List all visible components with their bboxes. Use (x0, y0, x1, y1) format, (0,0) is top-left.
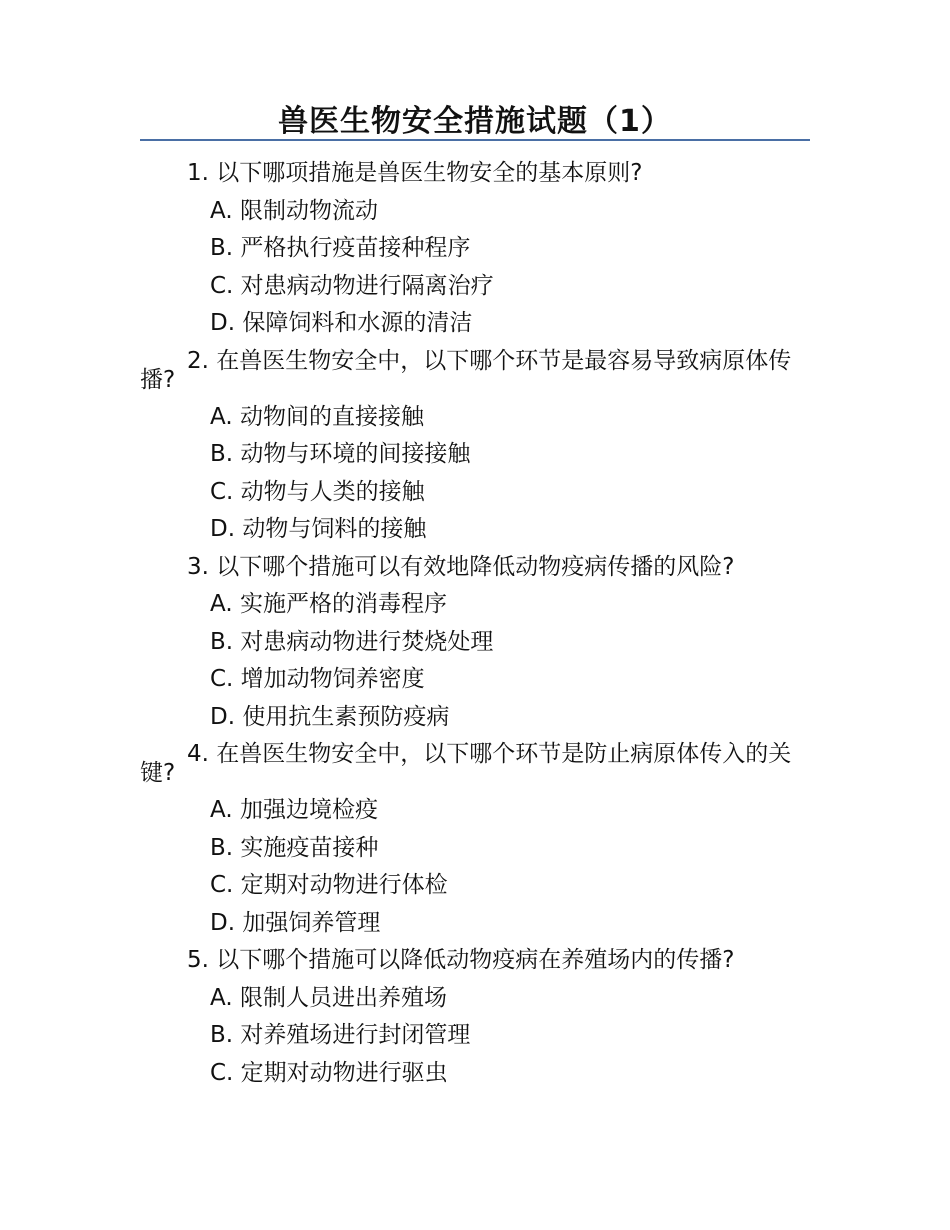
title-underline (140, 139, 810, 141)
question-3 (140, 549, 812, 737)
option-a: A. 实施严格的消毒程序 (210, 591, 447, 617)
question-text: 3. 以下哪个措施可以有效地降低动物疫病传播的风险? (187, 553, 735, 580)
question-4 (140, 736, 812, 942)
option-d: D. 使用抗生素预防疫病 (210, 703, 450, 730)
option-a: A. 动物间的直接接触 (210, 403, 424, 430)
option-a: A. 限制人员进出养殖场 (210, 984, 447, 1011)
question-5 (140, 942, 812, 1092)
question-1 (140, 155, 812, 343)
option-c: C. 对患病动物进行隔离治疗 (210, 272, 494, 299)
option-b: B. 对养殖场进行封闭管理 (210, 1022, 471, 1048)
question-text: 4. 在兽医生物安全中，以下哪个环节是防止病原体传入的关键? (140, 741, 792, 786)
question-text: 1. 以下哪项措施是兽医生物安全的基本原则? (187, 160, 643, 186)
option-a: A. 限制动物流动 (210, 197, 378, 224)
option-c: C. 定期对动物进行体检 (210, 872, 448, 898)
option-c: C. 定期对动物进行驱虫 (210, 1059, 448, 1086)
option-d: D. 加强饲养管理 (210, 909, 381, 936)
option-b: B. 严格执行疫苗接种程序 (210, 235, 471, 261)
option-c: C. 动物与人类的接触 (210, 478, 425, 505)
question-text: 2. 在兽医生物安全中，以下哪个环节是最容易导致病原体传播? (140, 347, 792, 393)
question-2 (140, 343, 812, 549)
document-title: 兽医生物安全措施试题（1） (278, 104, 672, 139)
option-b: B. 对患病动物进行焚烧处理 (210, 628, 494, 655)
option-d: D. 动物与饲料的接触 (210, 516, 427, 542)
option-d: D. 保障饲料和水源的清洁 (210, 310, 473, 336)
question-list (140, 155, 812, 1092)
option-c: C. 增加动物饲养密度 (210, 666, 425, 692)
option-a: A. 加强边境检疫 (210, 797, 378, 823)
option-b: B. 动物与环境的间接接触 (210, 441, 471, 467)
question-text: 5. 以下哪个措施可以降低动物疫病在养殖场内的传播? (187, 947, 735, 973)
option-b: B. 实施疫苗接种 (210, 834, 379, 861)
